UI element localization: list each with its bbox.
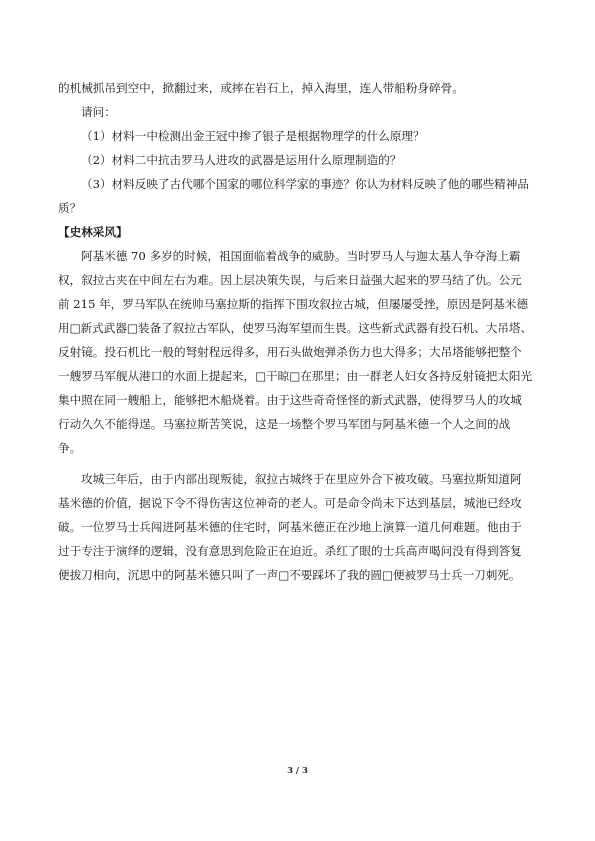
- paragraph-line: 权，叙拉古夹在中间左右为难。因上层决策失误，与后来日益强大起来的罗马结了仇。公元: [58, 273, 522, 287]
- question-item: （1）材料一中检测出金王冠中掺了银子是根据物理学的什么原理？: [81, 129, 425, 143]
- paragraph-line: 攻城三年后，由于内部出现叛徒，叙拉古城终于在里应外合下被攻破。马塞拉斯知道阿: [81, 472, 522, 486]
- paragraph-line: 便拔刀相向，沉思中的阿基米德只叫了一声□不要踩坏了我的圆□便被罗马士兵一刀刺死。: [58, 568, 521, 582]
- paragraph-line: 前 215 年，罗马军队在统帅马塞拉斯的指挥下围攻叙拉古城，但屡屡受挫，原因是阿基米德: [58, 297, 529, 311]
- paragraph-line: 用□新式武器□装备了叙拉古军队，使罗马海军望而生畏。这些新式武器有投石机、大吊塔、: [58, 321, 533, 335]
- questions-prompt: 请问：: [81, 105, 116, 119]
- body-text-line: 的机械抓吊到空中，掀翻过来，或摔在岩石上，掉入海里，连人带船粉身碎骨。: [58, 81, 464, 95]
- paragraph-line: 行动久久不能得逞。马塞拉斯苦笑说，这是一场整个罗马军团与阿基米德一个人之间的战: [58, 417, 511, 431]
- document-page: [58, 76, 538, 587]
- paragraph-line: 阿基米德 70 多岁的时候，祖国面临着战争的威胁。当时罗马人与迦太基人争夺海上霸: [81, 249, 521, 263]
- question-item: （3）材料反映了古代哪个国家的哪位科学家的事迹？你认为材料反映了他的哪些精神品: [81, 177, 529, 191]
- paragraph-gap: [58, 460, 538, 467]
- page-number: 3 / 3: [287, 766, 308, 776]
- paragraph-line: 一艘罗马军舰从港口的水面上提起来，□干晾□在那里；由一群老人妇女各持反射镜把太阳光: [58, 369, 533, 383]
- paragraph-line: 破。一位罗马士兵闯进阿基米德的住宅时，阿基米德正在沙地上演算一道几何难题。他由于: [58, 520, 522, 534]
- paragraph-line: 争。: [58, 441, 82, 455]
- question-item: （2）材料二中抗击罗马人进攻的武器是运用什么原理制造的？: [81, 153, 402, 167]
- paragraph-line: 集中照在同一艘船上，能够把木船烧着。由于这些奇奇怪怪的新式武器，使得罗马人的攻城: [58, 393, 522, 407]
- paragraph-line: 基米德的价值，据说下令不得伤害这位神奇的老人。可是命令尚未下达到基层，城池已经攻: [58, 496, 522, 510]
- question-item: 质？: [58, 201, 82, 215]
- paragraph-line: 过于专注于演绎的逻辑，没有意思到危险正在迫近。杀红了眼的士兵高声喝问没有得到答复: [58, 544, 522, 558]
- section-heading: 【史林采风】: [58, 225, 128, 239]
- paragraph-line: 反射镜。投石机比一般的弩射程远得多，用石头做炮弹杀伤力也大得多；大吊塔能够把整个: [58, 345, 522, 359]
